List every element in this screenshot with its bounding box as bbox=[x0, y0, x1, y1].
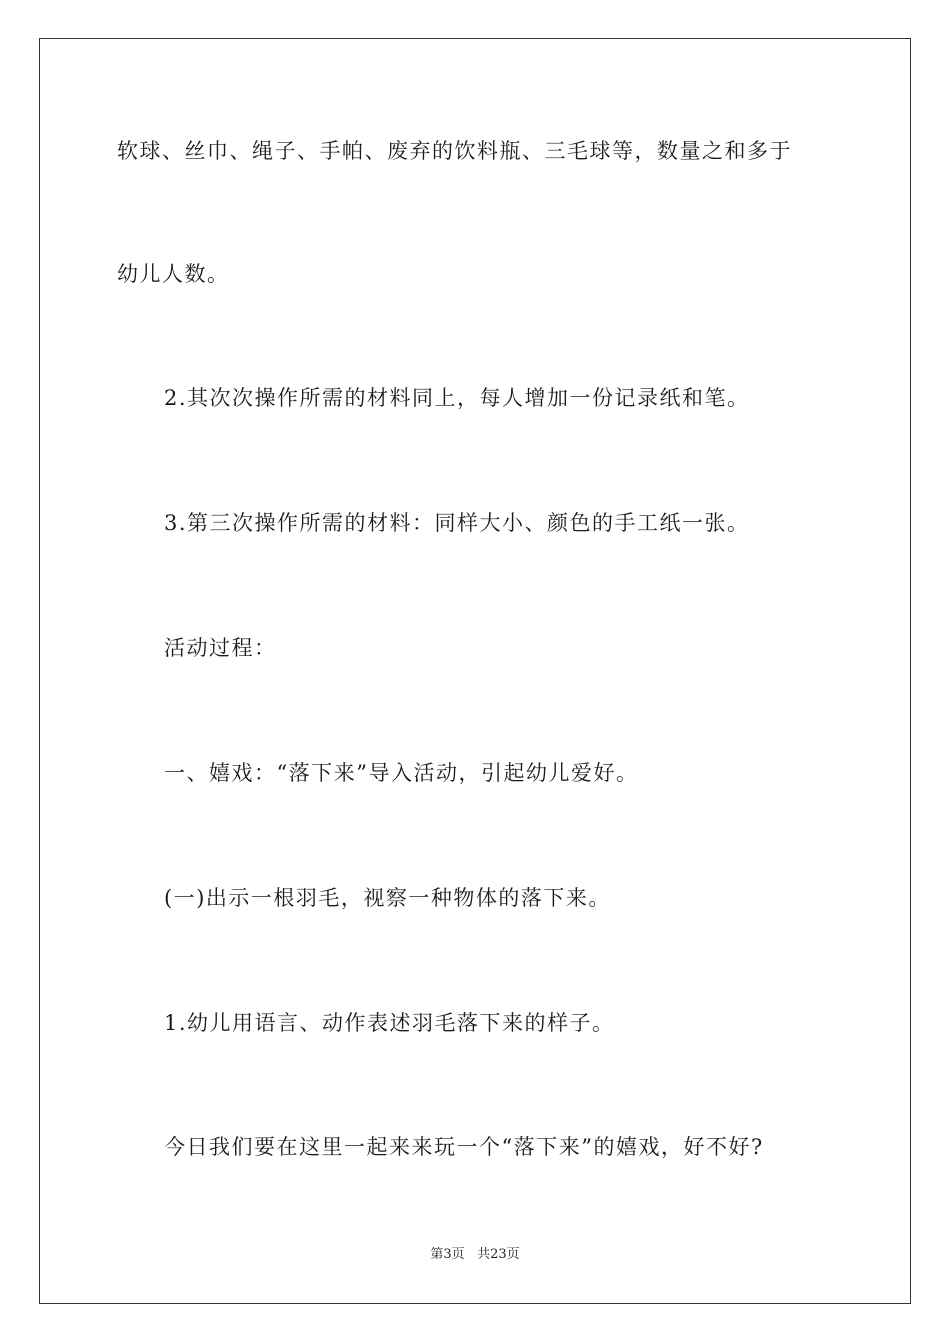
paragraph-materials-list-end: 幼儿人数。 bbox=[117, 262, 230, 286]
heading-activity-process: 活动过程： bbox=[164, 636, 277, 660]
paragraph-materials-list-continued: 软球、丝巾、绳子、手帕、废弃的饮料瓶、三毛球等，数量之和多于 bbox=[117, 139, 792, 163]
heading-section-one: 一、嬉戏：“落下来”导入活动，引起幼儿爱好。 bbox=[164, 761, 639, 785]
paragraph-second-operation: 2.其次次操作所需的材料同上，每人增加一份记录纸和笔。 bbox=[164, 386, 750, 410]
heading-subsection-one: (一)出示一根羽毛，视察一种物体的落下来。 bbox=[164, 886, 611, 910]
page-footer bbox=[0, 1243, 950, 1262]
paragraph-teacher-speech: 今日我们要在这里一起来来玩一个“落下来”的嬉戏，好不好? bbox=[164, 1135, 764, 1159]
page-border bbox=[39, 38, 911, 1304]
paragraph-third-operation: 3.第三次操作所需的材料：同样大小、颜色的手工纸一张。 bbox=[164, 511, 750, 535]
paragraph-item-one: 1.幼儿用语言、动作表述羽毛落下来的样子。 bbox=[164, 1011, 615, 1035]
footer-current-page: 第3页 bbox=[430, 1247, 465, 1262]
footer-total-pages: 共23页 bbox=[477, 1247, 520, 1262]
